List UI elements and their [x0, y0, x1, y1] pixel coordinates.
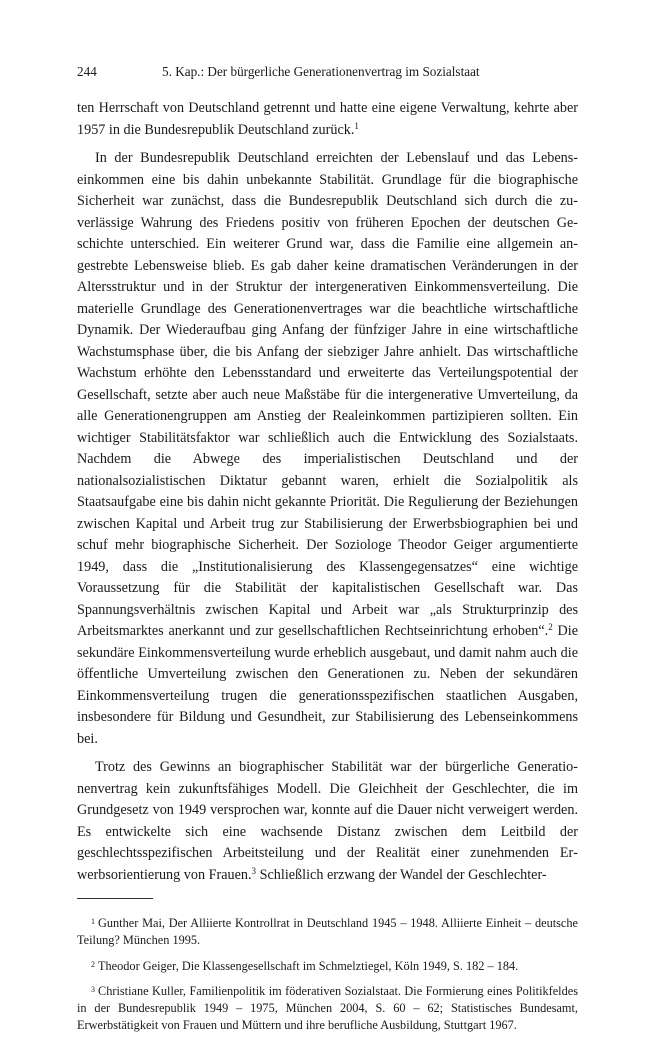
footnote-3	[77, 981, 578, 1035]
footnote-1-text: Gunther Mai, Der Alliierte Kontrollrat in Deutschland 1945 – 1948. Alliierte Einheit – deutsche Teilung? München 1995.	[77, 916, 578, 948]
running-header	[77, 64, 578, 80]
footnote-2	[77, 956, 578, 975]
paragraph-2-text-b: Die sekundäre Einkommensverteilung wurde erheblich ausgebaut, und damit nahm auch die öffentliche Umverteilung zwischen den Generationen zu. Neben der sekundären Einkommensverteilung trugen die generationsspezifischen staatlichen Ausgaben, insbesondere für Bildung und Gesundheit, zur Stabilisierung des Lebenseinkommens bei.	[77, 623, 578, 747]
page	[77, 64, 578, 1041]
paragraph-2-text-a: In der Bundesrepublik Deutschland erreichten der Lebenslauf und das Lebenseinkommen eine bis dahin unbekannte Stabilität. Grundlage für die biographische Sicherheit war zunächst, dass die Bundesrepublik Deutschland sich durch die zuverlässige Wahrung des Friedens positiv von früheren Epochen der deutschen Geschichte unterschied. Ein weiterer Grund war, dass die Familie eine allgemein angestrebte Lebensweise blieb. Es gab daher keine dramatischen Veränderungen in der Altersstruktur und in der Struktur der intergenerativen Einkommensverteilung. Die materielle Grundlage des Generationenvertrages war die beachtliche wirtschaftliche Dynamik. Der Wiederaufbau ging Anfang der fünfziger Jahre in eine wirtschaftliche Wachstumsphase über, die bis Anfang der siebziger Jahre anhielt. Das wirtschaftliche Wachstum erhöhte den Lebensstandard und erweiterte das Verteilungspotential der Gesellschaft, setzte aber auch neue Maßstäbe für die intergenerative Umverteilung, da alle Generationengruppen am Anstieg der Realeinkommen partizipieren sollten. Ein wichtiger Stabilitätsfaktor war schließlich auch die Entwicklung des Sozialstaats. Nachdem die Abwege des imperialistischen Deutschland und der nationalsozialistischen Diktatur gebannt waren, erhielt die Sozialpolitik als Staatsaufgabe eine bis dahin nicht gekannte Priorität. Die Regulierung der Beziehungen zwischen Kapital und Arbeit trug zur Stabilisierung der Erwerbsbiographien bei und schuf mehr biographische Sicherheit. Der Soziologe Theodor Geiger argumentierte 1949, dass die „Institutionalisierung des Klassengegensatzes“ eine wichtige Voraussetzung für die Stabilität der kapitalistischen Gesellschaft war. Das Spannungsverhältnis zwischen Kapital und Arbeit war „als Strukturprinzip des Arbeitsmarktes anerkannt und zur gesellschaftlichen Rechtseinrichtung erhoben“.	[77, 150, 578, 639]
footnote-separator	[77, 898, 153, 899]
footnote-1-number: 1	[91, 917, 95, 926]
paragraph-1	[77, 98, 578, 141]
body-text	[77, 98, 578, 886]
footnote-ref-2: 2	[548, 622, 553, 632]
footnotes	[77, 913, 578, 1035]
footnote-1	[77, 913, 578, 950]
footnote-3-text: Christiane Kuller, Familienpolitik im föderativen Sozialstaat. Die Formierung eines Politikfeldes in der Bundesrepublik 1949 – 1975, München 2004, S. 60 – 62; Statistisches Bundesamt, Erwerbstätigkeit von Frauen und Müttern und ihre berufliche Ausbildung, Stuttgart 1967.	[77, 983, 578, 1033]
footnote-2-number: 2	[91, 959, 95, 969]
footnote-ref-1: 1	[354, 120, 359, 131]
paragraph-2	[77, 148, 578, 750]
paragraph-3-text-a: Trotz des Gewinns an biographischer Stabilität war der bürgerliche Generationenvertrag kein zukunftsfähiges Modell. Die Gleichheit der Geschlechter, die im Grundgesetz von 1949 versprochen war, konnte auf die Dauer nicht verweigert werden. Es entwickelte sich eine wachsende Distanz zwischen dem Leitbild der geschlechtsspezifischen Arbeitsteilung und der Realität einer zunehmenden Erwerbsorientierung von Frauen.	[77, 759, 578, 883]
running-title: 5. Kap.: Der bürgerliche Generationenvertrag im Sozialstaat	[162, 64, 480, 79]
footnote-3-number: 3	[91, 984, 95, 994]
footnote-ref-3: 3	[251, 865, 257, 876]
paragraph-3	[77, 757, 578, 886]
paragraph-1-text: ten Herrschaft von Deutschland getrennt und hatte eine eigene Verwaltung, kehrte aber 1957 in die Bundesrepublik Deutschland zurück.	[77, 100, 578, 138]
footnote-2-text: Theodor Geiger, Die Klassengesellschaft im Schmelztiegel, Köln 1949, S. 182 – 184.	[98, 958, 519, 973]
paragraph-3-text-b: Schließlich erzwang der Wandel der Geschlechter-	[256, 866, 547, 883]
page-number: 244	[77, 64, 97, 79]
